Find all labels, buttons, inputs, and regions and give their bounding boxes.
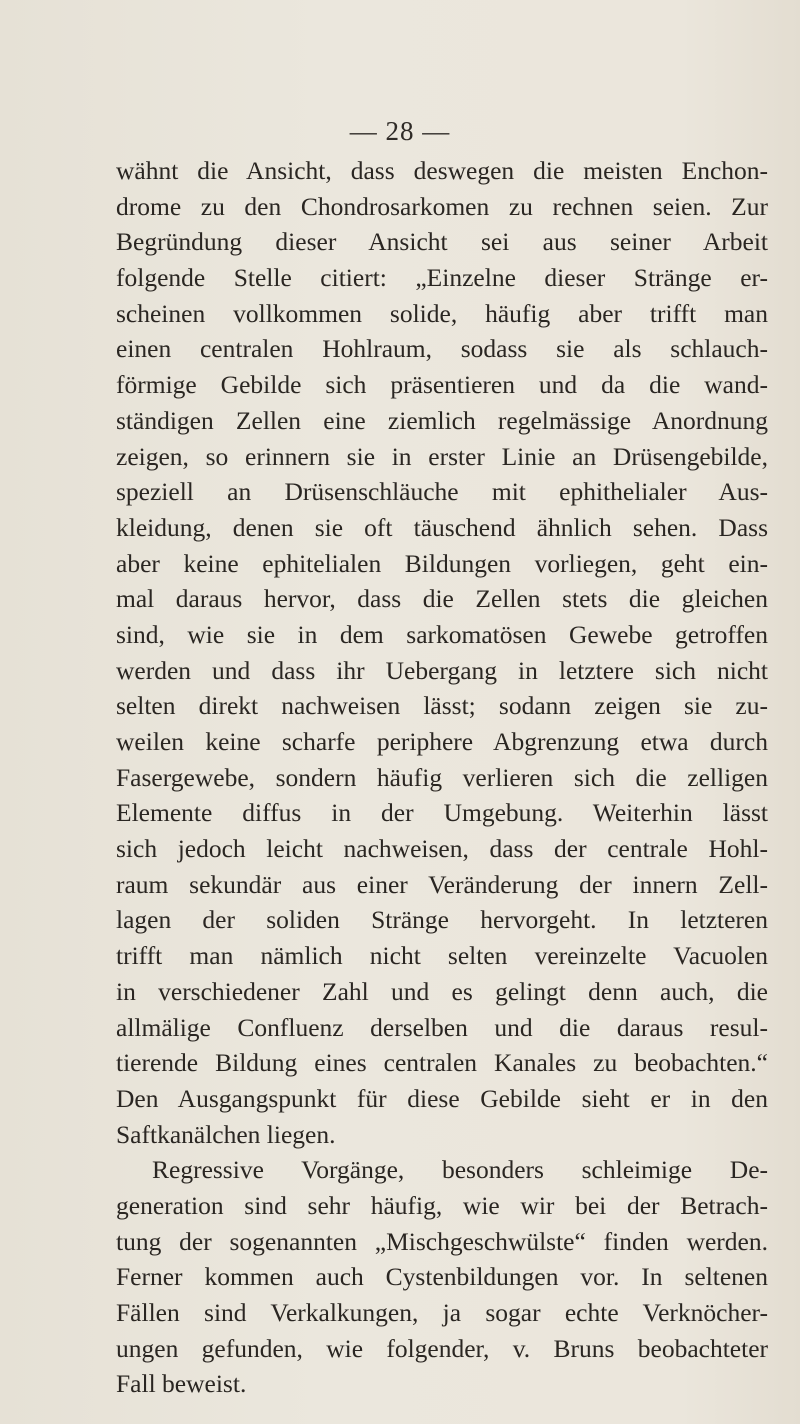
text-line: folgende Stelle citiert: „Einzelne dieser Stränge er- bbox=[116, 263, 768, 293]
text-line: allmälige Confluenz derselben und die daraus resul- bbox=[116, 1012, 768, 1042]
text-line: wähnt die Ansicht, dass deswegen die meisten Enchon- bbox=[116, 156, 768, 185]
text-line: speziell an Drüsenschläuche mit ephithelialer Aus- bbox=[116, 477, 768, 507]
text-line: Fall beweist. bbox=[116, 1369, 247, 1399]
text-line: aber keine ephitelialen Bildungen vorliegen, geht ein- bbox=[116, 548, 768, 578]
text-line: Fällen sind Verkalkungen, ja sogar echte Verknöcher- bbox=[116, 1298, 768, 1327]
text-line: lagen der soliden Stränge hervorgeht. In letzteren bbox=[116, 905, 768, 935]
text-line: Elemente diffus in der Umgebung. Weiterhin lässt bbox=[116, 798, 768, 828]
text-line: selten direkt nachweisen lässt; sodann zeigen sie zu- bbox=[116, 691, 768, 721]
text-line: Regressive Vorgänge, besonders schleimige De- bbox=[152, 1155, 768, 1185]
text-line: Saftkanälchen liegen. bbox=[116, 1119, 336, 1149]
text-line: generation sind sehr häufig, wie wir bei der Betrach- bbox=[116, 1190, 768, 1220]
text-line: sich jedoch leicht nachweisen, dass der centrale Hohl- bbox=[116, 834, 768, 864]
text-line: förmige Gebilde sich präsentieren und da die wand- bbox=[116, 370, 768, 400]
text-line: mal daraus hervor, dass die Zellen stets die gleichen bbox=[116, 584, 768, 614]
text-line: zeigen, so erinnern sie in erster Linie an Drüsengebilde, bbox=[116, 441, 768, 471]
text-line: drome zu den Chondrosarkomen zu rechnen seien. Zur bbox=[116, 191, 768, 221]
text-line: Begründung dieser Ansicht sei aus seiner Arbeit bbox=[116, 227, 768, 257]
text-line: tierende Bildung eines centralen Kanales zu beobachten.“ bbox=[116, 1048, 768, 1078]
text-line: raum sekundär aus einer Veränderung der innern Zell- bbox=[116, 869, 768, 899]
text-line: trifft man nämlich nicht selten vereinzelte Vacuolen bbox=[116, 941, 768, 971]
text-line: werden und dass ihr Uebergang in letztere sich nicht bbox=[116, 655, 768, 685]
text-line: ständigen Zellen eine ziemlich regelmässige Anordnung bbox=[116, 405, 768, 435]
text-line: ungen gefunden, wie folgender, v. Bruns beobachteter bbox=[116, 1333, 768, 1363]
text-line: einen centralen Hohlraum, sodass sie als schlauch- bbox=[116, 334, 768, 364]
text-line: sind, wie sie in dem sarkomatösen Gewebe getroffen bbox=[116, 619, 768, 649]
page-number: — 28 — bbox=[349, 116, 451, 146]
text-line: Den Ausgangspunkt für diese Gebilde sieht er in den bbox=[116, 1083, 768, 1113]
text-line: tung der sogenannten „Mischgeschwülste“ finden werden. bbox=[116, 1226, 768, 1256]
text-line: Fasergewebe, sondern häufig verlieren sich die zelligen bbox=[116, 762, 768, 792]
text-line: weilen keine scharfe periphere Abgrenzung etwa durch bbox=[116, 727, 768, 756]
text-line: Ferner kommen auch Cystenbildungen vor. In seltenen bbox=[116, 1262, 768, 1292]
text-line: kleidung, denen sie oft täuschend ähnlich sehen. Dass bbox=[116, 512, 768, 542]
text-line: scheinen vollkommen solide, häufig aber trifft man bbox=[116, 298, 768, 328]
body-text bbox=[116, 153, 768, 1402]
text-line: in verschiedener Zahl und es gelingt denn auch, die bbox=[116, 976, 768, 1006]
